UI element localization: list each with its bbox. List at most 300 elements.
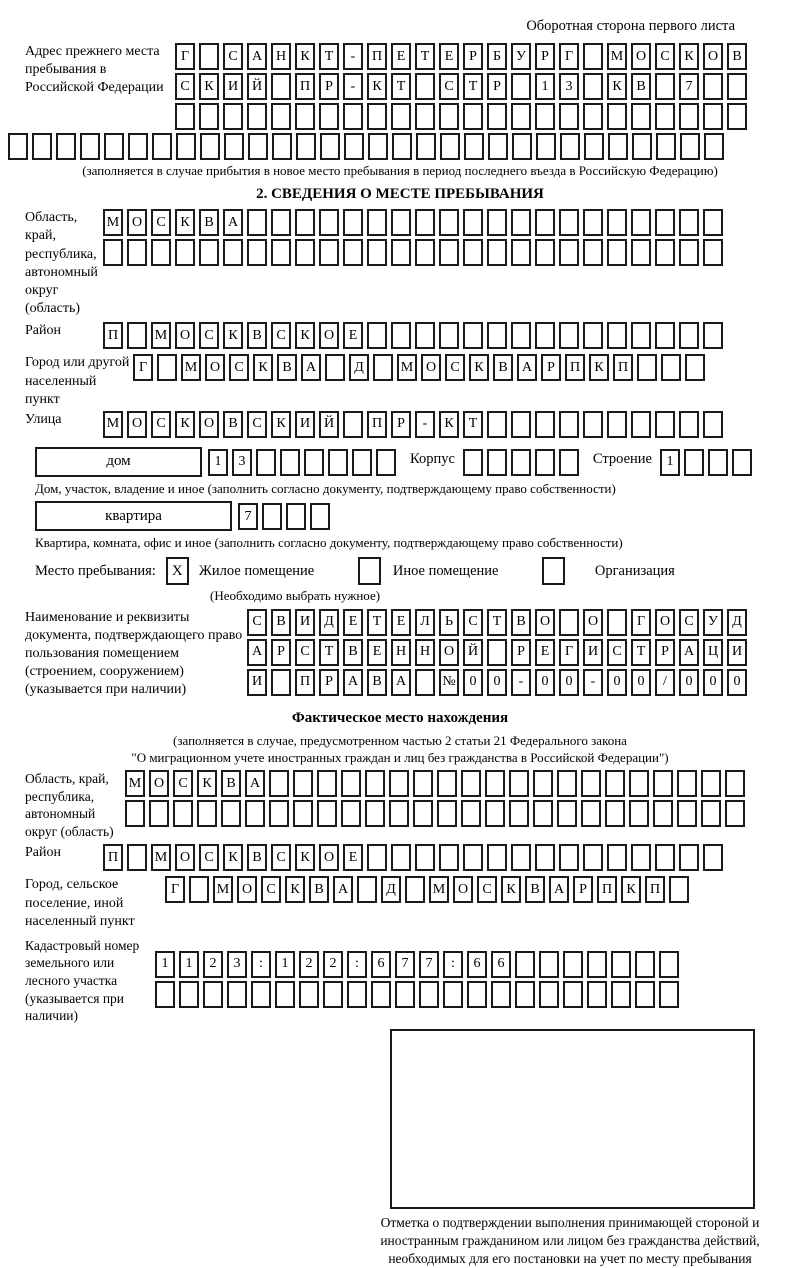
stamp-box[interactable] (390, 1029, 755, 1209)
char-cell[interactable]: № (439, 669, 459, 696)
char-cell[interactable] (343, 239, 363, 266)
char-cell[interactable]: Е (367, 639, 387, 666)
char-cell[interactable]: Т (367, 609, 387, 636)
char-cell[interactable] (515, 981, 535, 1008)
char-cell[interactable] (341, 800, 361, 827)
char-cell[interactable]: Ц (703, 639, 723, 666)
char-cell[interactable]: 6 (371, 951, 391, 978)
char-cell[interactable] (631, 844, 651, 871)
char-cell[interactable]: М (181, 354, 201, 381)
char-cell[interactable]: : (251, 951, 271, 978)
char-cell[interactable]: И (583, 639, 603, 666)
char-cell[interactable]: - (343, 43, 363, 70)
char-cell[interactable] (535, 239, 555, 266)
char-cell[interactable] (559, 411, 579, 438)
char-cell[interactable] (343, 103, 363, 130)
char-cell[interactable]: О (237, 876, 257, 903)
char-cell[interactable]: 7 (419, 951, 439, 978)
char-cell[interactable] (485, 770, 505, 797)
char-cell[interactable] (587, 981, 607, 1008)
char-cell[interactable]: В (367, 669, 387, 696)
char-cell[interactable]: О (421, 354, 441, 381)
char-cell[interactable] (732, 449, 752, 476)
char-cell[interactable]: М (429, 876, 449, 903)
char-cell[interactable] (203, 981, 223, 1008)
char-cell[interactable]: Р (541, 354, 561, 381)
char-cell[interactable]: А (517, 354, 537, 381)
char-cell[interactable]: 1 (275, 951, 295, 978)
char-cell[interactable] (391, 239, 411, 266)
char-cell[interactable] (189, 876, 209, 903)
char-cell[interactable]: Е (391, 609, 411, 636)
char-cell[interactable] (557, 800, 577, 827)
char-cell[interactable] (373, 354, 393, 381)
char-cell[interactable]: К (501, 876, 521, 903)
char-cell[interactable] (635, 981, 655, 1008)
char-cell[interactable] (343, 209, 363, 236)
char-cell[interactable] (224, 133, 244, 160)
char-cell[interactable] (415, 669, 435, 696)
char-cell[interactable]: В (631, 73, 651, 100)
char-cell[interactable] (701, 800, 721, 827)
char-cell[interactable]: А (245, 770, 265, 797)
char-cell[interactable] (227, 981, 247, 1008)
char-cell[interactable]: Д (381, 876, 401, 903)
char-cell[interactable]: К (223, 322, 243, 349)
char-cell[interactable] (293, 800, 313, 827)
char-cell[interactable] (487, 449, 507, 476)
char-cell[interactable] (463, 844, 483, 871)
char-cell[interactable] (557, 770, 577, 797)
char-cell[interactable]: 0 (559, 669, 579, 696)
char-cell[interactable] (655, 103, 675, 130)
char-cell[interactable] (347, 981, 367, 1008)
char-cell[interactable]: О (453, 876, 473, 903)
char-cell[interactable] (704, 133, 724, 160)
char-cell[interactable] (584, 133, 604, 160)
char-cell[interactable] (392, 133, 412, 160)
char-cell[interactable] (511, 103, 531, 130)
char-cell[interactable]: А (679, 639, 699, 666)
char-cell[interactable]: Й (319, 411, 339, 438)
char-cell[interactable] (128, 133, 148, 160)
char-cell[interactable] (677, 800, 697, 827)
char-cell[interactable] (247, 103, 267, 130)
char-cell[interactable] (371, 981, 391, 1008)
char-cell[interactable]: Т (463, 73, 483, 100)
char-cell[interactable]: С (247, 609, 267, 636)
char-cell[interactable] (583, 411, 603, 438)
char-cell[interactable]: Е (343, 609, 363, 636)
char-cell[interactable] (271, 669, 291, 696)
char-cell[interactable]: 1 (155, 951, 175, 978)
char-cell[interactable] (367, 209, 387, 236)
char-cell[interactable]: А (391, 669, 411, 696)
organization-checkbox[interactable] (542, 557, 565, 585)
char-cell[interactable] (173, 800, 193, 827)
char-cell[interactable]: С (271, 844, 291, 871)
char-cell[interactable] (439, 209, 459, 236)
char-cell[interactable]: Т (631, 639, 651, 666)
char-cell[interactable]: С (477, 876, 497, 903)
char-cell[interactable] (727, 73, 747, 100)
char-cell[interactable] (275, 981, 295, 1008)
char-cell[interactable] (439, 844, 459, 871)
char-cell[interactable] (368, 133, 388, 160)
char-cell[interactable] (376, 449, 396, 476)
char-cell[interactable] (269, 800, 289, 827)
char-cell[interactable]: П (103, 844, 123, 871)
char-cell[interactable] (703, 209, 723, 236)
char-cell[interactable]: С (175, 73, 195, 100)
char-cell[interactable] (419, 981, 439, 1008)
char-cell[interactable] (295, 209, 315, 236)
char-cell[interactable] (485, 800, 505, 827)
char-cell[interactable]: М (607, 43, 627, 70)
char-cell[interactable]: Т (391, 73, 411, 100)
char-cell[interactable]: 0 (535, 669, 555, 696)
char-cell[interactable] (605, 800, 625, 827)
char-cell[interactable] (152, 133, 172, 160)
char-cell[interactable]: В (277, 354, 297, 381)
char-cell[interactable] (488, 133, 508, 160)
char-cell[interactable] (80, 133, 100, 160)
char-cell[interactable]: И (295, 411, 315, 438)
char-cell[interactable]: В (525, 876, 545, 903)
char-cell[interactable]: К (679, 43, 699, 70)
char-cell[interactable]: О (583, 609, 603, 636)
char-cell[interactable]: В (223, 411, 243, 438)
char-cell[interactable] (509, 800, 529, 827)
char-cell[interactable]: 0 (703, 669, 723, 696)
char-cell[interactable]: С (607, 639, 627, 666)
char-cell[interactable]: Т (319, 639, 339, 666)
char-cell[interactable]: Г (631, 609, 651, 636)
char-cell[interactable] (157, 354, 177, 381)
char-cell[interactable] (389, 770, 409, 797)
char-cell[interactable]: К (197, 770, 217, 797)
char-cell[interactable]: Т (487, 609, 507, 636)
char-cell[interactable] (464, 133, 484, 160)
char-cell[interactable]: С (151, 209, 171, 236)
char-cell[interactable]: Р (655, 639, 675, 666)
char-cell[interactable] (607, 844, 627, 871)
char-cell[interactable] (539, 981, 559, 1008)
char-cell[interactable] (365, 800, 385, 827)
char-cell[interactable] (487, 639, 507, 666)
char-cell[interactable] (487, 103, 507, 130)
char-cell[interactable] (248, 133, 268, 160)
char-cell[interactable]: М (103, 411, 123, 438)
char-cell[interactable] (679, 322, 699, 349)
char-cell[interactable] (703, 103, 723, 130)
char-cell[interactable]: 1 (660, 449, 680, 476)
char-cell[interactable] (511, 209, 531, 236)
char-cell[interactable] (653, 770, 673, 797)
char-cell[interactable] (415, 239, 435, 266)
char-cell[interactable] (631, 209, 651, 236)
char-cell[interactable] (32, 133, 52, 160)
char-cell[interactable] (656, 133, 676, 160)
char-cell[interactable]: С (247, 411, 267, 438)
char-cell[interactable]: Р (535, 43, 555, 70)
char-cell[interactable] (391, 322, 411, 349)
char-cell[interactable]: А (247, 639, 267, 666)
char-cell[interactable] (703, 322, 723, 349)
char-cell[interactable] (176, 133, 196, 160)
char-cell[interactable] (512, 133, 532, 160)
char-cell[interactable]: Н (391, 639, 411, 666)
char-cell[interactable] (149, 800, 169, 827)
char-cell[interactable]: 0 (631, 669, 651, 696)
char-cell[interactable] (632, 133, 652, 160)
char-cell[interactable]: У (703, 609, 723, 636)
char-cell[interactable] (629, 770, 649, 797)
char-cell[interactable]: И (295, 609, 315, 636)
char-cell[interactable] (655, 73, 675, 100)
char-cell[interactable]: С (199, 844, 219, 871)
char-cell[interactable] (443, 981, 463, 1008)
char-cell[interactable]: К (607, 73, 627, 100)
char-cell[interactable]: С (295, 639, 315, 666)
char-cell[interactable] (631, 103, 651, 130)
char-cell[interactable] (680, 133, 700, 160)
char-cell[interactable] (487, 411, 507, 438)
char-cell[interactable] (511, 411, 531, 438)
char-cell[interactable] (367, 239, 387, 266)
char-cell[interactable]: О (175, 844, 195, 871)
char-cell[interactable] (560, 133, 580, 160)
char-cell[interactable] (629, 800, 649, 827)
char-cell[interactable] (725, 800, 745, 827)
char-cell[interactable]: Й (463, 639, 483, 666)
char-cell[interactable]: В (247, 322, 267, 349)
char-cell[interactable]: - (415, 411, 435, 438)
char-cell[interactable]: 2 (299, 951, 319, 978)
char-cell[interactable]: О (199, 411, 219, 438)
char-cell[interactable]: С (439, 73, 459, 100)
char-cell[interactable]: И (247, 669, 267, 696)
char-cell[interactable]: К (621, 876, 641, 903)
char-cell[interactable] (463, 103, 483, 130)
char-cell[interactable]: 3 (559, 73, 579, 100)
char-cell[interactable]: К (469, 354, 489, 381)
house-box[interactable]: дом (35, 447, 202, 477)
char-cell[interactable] (104, 133, 124, 160)
char-cell[interactable] (56, 133, 76, 160)
char-cell[interactable]: : (347, 951, 367, 978)
char-cell[interactable] (439, 322, 459, 349)
char-cell[interactable]: - (583, 669, 603, 696)
char-cell[interactable]: П (565, 354, 585, 381)
char-cell[interactable] (271, 103, 291, 130)
char-cell[interactable]: О (175, 322, 195, 349)
char-cell[interactable]: 7 (679, 73, 699, 100)
char-cell[interactable] (415, 103, 435, 130)
char-cell[interactable]: Р (319, 669, 339, 696)
char-cell[interactable] (467, 981, 487, 1008)
char-cell[interactable] (655, 322, 675, 349)
char-cell[interactable] (607, 239, 627, 266)
char-cell[interactable] (679, 844, 699, 871)
char-cell[interactable]: П (645, 876, 665, 903)
char-cell[interactable] (175, 239, 195, 266)
char-cell[interactable] (563, 981, 583, 1008)
char-cell[interactable]: С (445, 354, 465, 381)
char-cell[interactable]: Р (573, 876, 593, 903)
residential-checkbox[interactable]: X (166, 557, 189, 585)
char-cell[interactable] (607, 411, 627, 438)
char-cell[interactable]: Р (271, 639, 291, 666)
char-cell[interactable] (583, 103, 603, 130)
char-cell[interactable]: А (549, 876, 569, 903)
char-cell[interactable]: У (511, 43, 531, 70)
char-cell[interactable] (325, 354, 345, 381)
char-cell[interactable] (661, 354, 681, 381)
char-cell[interactable]: М (151, 322, 171, 349)
char-cell[interactable] (559, 609, 579, 636)
char-cell[interactable] (319, 103, 339, 130)
char-cell[interactable] (679, 103, 699, 130)
char-cell[interactable]: Д (349, 354, 369, 381)
char-cell[interactable]: Д (727, 609, 747, 636)
char-cell[interactable]: 2 (203, 951, 223, 978)
char-cell[interactable] (703, 411, 723, 438)
char-cell[interactable] (367, 322, 387, 349)
char-cell[interactable] (535, 449, 555, 476)
char-cell[interactable]: В (343, 639, 363, 666)
char-cell[interactable]: Е (343, 844, 363, 871)
char-cell[interactable] (256, 449, 276, 476)
char-cell[interactable] (583, 43, 603, 70)
char-cell[interactable] (511, 322, 531, 349)
char-cell[interactable] (415, 844, 435, 871)
char-cell[interactable]: 7 (238, 503, 258, 530)
char-cell[interactable] (509, 770, 529, 797)
char-cell[interactable]: 0 (463, 669, 483, 696)
char-cell[interactable] (127, 844, 147, 871)
char-cell[interactable] (461, 800, 481, 827)
char-cell[interactable] (319, 239, 339, 266)
char-cell[interactable]: : (443, 951, 463, 978)
char-cell[interactable] (463, 449, 483, 476)
char-cell[interactable] (437, 770, 457, 797)
char-cell[interactable] (221, 800, 241, 827)
char-cell[interactable] (559, 322, 579, 349)
char-cell[interactable]: 6 (467, 951, 487, 978)
char-cell[interactable] (535, 103, 555, 130)
char-cell[interactable] (320, 133, 340, 160)
char-cell[interactable] (317, 770, 337, 797)
char-cell[interactable]: К (367, 73, 387, 100)
char-cell[interactable]: - (343, 73, 363, 100)
char-cell[interactable] (127, 322, 147, 349)
char-cell[interactable] (391, 103, 411, 130)
char-cell[interactable] (659, 981, 679, 1008)
char-cell[interactable] (559, 239, 579, 266)
char-cell[interactable]: В (271, 609, 291, 636)
char-cell[interactable] (197, 800, 217, 827)
char-cell[interactable] (583, 322, 603, 349)
char-cell[interactable] (280, 449, 300, 476)
char-cell[interactable] (608, 133, 628, 160)
char-cell[interactable] (251, 981, 271, 1008)
char-cell[interactable] (559, 103, 579, 130)
char-cell[interactable] (535, 322, 555, 349)
char-cell[interactable]: А (343, 669, 363, 696)
other-premises-checkbox[interactable] (358, 557, 381, 585)
char-cell[interactable]: В (199, 209, 219, 236)
char-cell[interactable] (637, 354, 657, 381)
char-cell[interactable]: 3 (232, 449, 252, 476)
char-cell[interactable] (607, 103, 627, 130)
char-cell[interactable] (415, 73, 435, 100)
char-cell[interactable] (631, 411, 651, 438)
char-cell[interactable] (199, 103, 219, 130)
char-cell[interactable] (679, 209, 699, 236)
char-cell[interactable] (533, 800, 553, 827)
char-cell[interactable] (299, 981, 319, 1008)
char-cell[interactable] (151, 239, 171, 266)
char-cell[interactable]: А (333, 876, 353, 903)
char-cell[interactable]: К (253, 354, 273, 381)
char-cell[interactable] (487, 844, 507, 871)
char-cell[interactable] (487, 322, 507, 349)
char-cell[interactable]: М (151, 844, 171, 871)
char-cell[interactable]: Р (511, 639, 531, 666)
char-cell[interactable]: 0 (727, 669, 747, 696)
char-cell[interactable] (8, 133, 28, 160)
char-cell[interactable]: Г (559, 639, 579, 666)
char-cell[interactable]: О (149, 770, 169, 797)
char-cell[interactable] (583, 209, 603, 236)
char-cell[interactable]: 6 (491, 951, 511, 978)
char-cell[interactable]: М (125, 770, 145, 797)
char-cell[interactable]: О (127, 411, 147, 438)
char-cell[interactable] (269, 770, 289, 797)
char-cell[interactable]: В (727, 43, 747, 70)
char-cell[interactable]: К (175, 209, 195, 236)
char-cell[interactable] (125, 800, 145, 827)
char-cell[interactable] (155, 981, 175, 1008)
apartment-box[interactable]: квартира (35, 501, 232, 531)
char-cell[interactable] (533, 770, 553, 797)
char-cell[interactable] (631, 239, 651, 266)
char-cell[interactable] (581, 800, 601, 827)
char-cell[interactable] (708, 449, 728, 476)
char-cell[interactable]: М (213, 876, 233, 903)
char-cell[interactable]: Р (487, 73, 507, 100)
char-cell[interactable]: А (223, 209, 243, 236)
char-cell[interactable]: В (247, 844, 267, 871)
char-cell[interactable] (440, 133, 460, 160)
char-cell[interactable] (272, 133, 292, 160)
char-cell[interactable]: В (221, 770, 241, 797)
char-cell[interactable] (539, 951, 559, 978)
char-cell[interactable] (703, 844, 723, 871)
char-cell[interactable] (653, 800, 673, 827)
char-cell[interactable] (655, 411, 675, 438)
char-cell[interactable]: Г (559, 43, 579, 70)
char-cell[interactable] (511, 844, 531, 871)
char-cell[interactable]: О (631, 43, 651, 70)
char-cell[interactable] (535, 844, 555, 871)
char-cell[interactable]: К (285, 876, 305, 903)
char-cell[interactable]: К (439, 411, 459, 438)
char-cell[interactable] (103, 239, 123, 266)
char-cell[interactable] (286, 503, 306, 530)
char-cell[interactable] (655, 209, 675, 236)
